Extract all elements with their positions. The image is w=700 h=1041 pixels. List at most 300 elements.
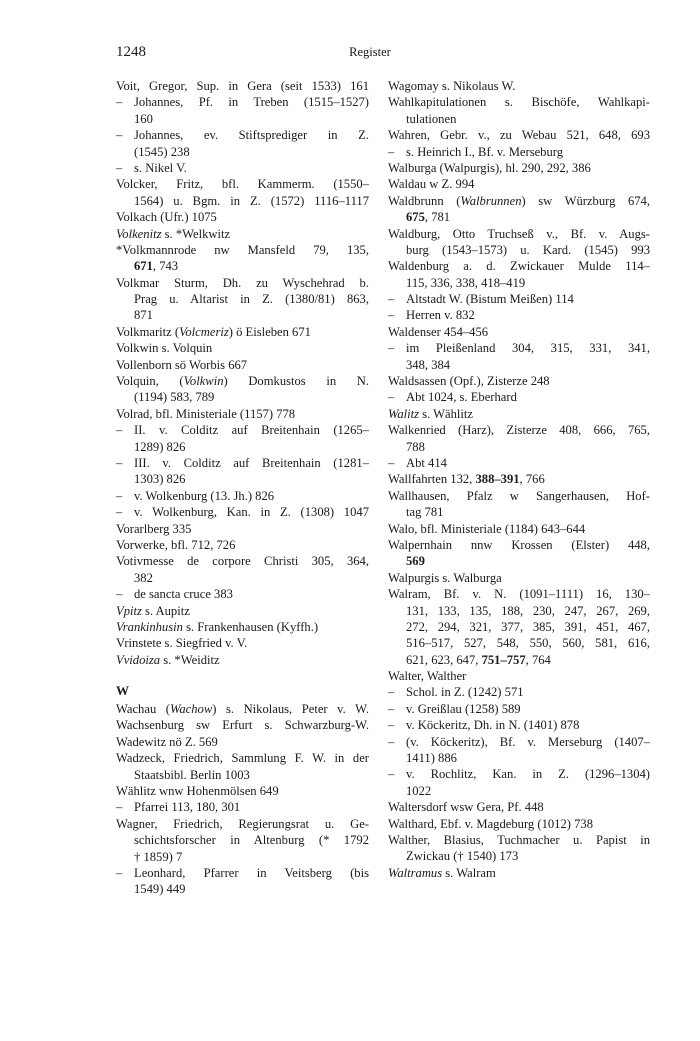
index-entry xyxy=(116,357,369,373)
entry-text: ) s. Nikolaus, Peter v. W. xyxy=(212,702,369,717)
entry-line xyxy=(388,176,650,192)
dash-marker: – xyxy=(388,341,395,356)
sub-entry-line xyxy=(388,766,650,782)
entry-text: Schol. in Z. (1242) 571 xyxy=(406,685,524,700)
entry-text: ) ö Eisleben 671 xyxy=(228,324,311,339)
index-entry xyxy=(388,537,650,570)
italic-text: Vvidoiza xyxy=(116,652,161,667)
index-entry xyxy=(388,307,650,323)
index-entry xyxy=(388,816,650,832)
entry-text: 1303) 826 xyxy=(134,472,186,487)
entry-text: , 743 xyxy=(152,259,179,274)
entry-text: Wallhausen, Pfalz w Sangerhausen, Hof- xyxy=(388,488,650,503)
entry-line xyxy=(116,553,369,569)
entry-line xyxy=(116,439,369,455)
index-entry xyxy=(388,471,650,487)
entry-text: *Volkmannrode nw Mansfeld 79, 135, xyxy=(116,242,369,257)
sub-entry-line xyxy=(116,422,369,438)
entry-text: v. Wolkenburg (13. Jh.) 826 xyxy=(134,488,275,503)
dash-marker: – xyxy=(116,160,123,175)
entry-line xyxy=(388,406,650,422)
entry-line xyxy=(388,570,650,586)
index-entry xyxy=(388,144,650,160)
entry-line xyxy=(116,881,369,897)
entry-text: Vorwerke, bfl. 712, 726 xyxy=(116,537,236,552)
index-entry xyxy=(116,406,369,422)
index-entry xyxy=(388,193,650,226)
entry-text: Waldenser 454–456 xyxy=(388,324,489,339)
sub-entry-line xyxy=(388,684,650,700)
entry-line xyxy=(388,521,650,537)
bold-page-ref: 569 xyxy=(406,554,425,569)
index-entry xyxy=(388,717,650,733)
index-entry xyxy=(116,865,369,898)
entry-text: Waldsassen (Opf.), Zisterze 248 xyxy=(388,374,550,389)
entry-line xyxy=(388,848,650,864)
dash-marker: – xyxy=(116,505,123,520)
sub-entry-line xyxy=(116,127,369,143)
entry-line xyxy=(116,291,369,307)
entry-line xyxy=(116,373,369,389)
entry-text: 1289) 826 xyxy=(134,439,186,454)
index-entry xyxy=(116,521,369,537)
entry-line xyxy=(116,734,369,750)
entry-text: , 764 xyxy=(525,652,551,667)
entry-text: (1545) 238 xyxy=(134,144,190,159)
italic-text: Wachow xyxy=(170,702,213,717)
entry-line xyxy=(388,635,650,651)
index-entry xyxy=(116,422,369,455)
entry-text: Johannes, Pf. in Treben (1515–1527) xyxy=(134,95,369,110)
index-entry xyxy=(388,668,650,684)
dash-marker: – xyxy=(388,144,395,159)
entry-text: Wahlkapitulationen s. Bischöfe, Wahlkapi- xyxy=(388,95,650,110)
index-entry xyxy=(388,832,650,865)
entry-text: 1564) u. Bgm. in Z. (1572) 1116–1117 xyxy=(134,193,369,208)
index-entry xyxy=(116,816,369,865)
entry-text: 131, 133, 135, 188, 230, 247, 267, 269, xyxy=(406,603,650,618)
entry-text: de sancta cruce 383 xyxy=(134,587,233,602)
entry-line xyxy=(388,193,650,209)
index-entry xyxy=(116,783,369,799)
italic-text: Volkenitz xyxy=(116,226,162,241)
sub-entry-line xyxy=(388,734,650,750)
entry-text: Walpurgis s. Walburga xyxy=(388,570,502,585)
entry-text: 1549) 449 xyxy=(134,882,186,897)
entry-text: II. v. Colditz auf Breitenhain (1265– xyxy=(134,423,369,438)
dash-marker: – xyxy=(116,865,123,880)
sub-entry-line xyxy=(388,701,650,717)
entry-text: Altstadt W. (Bistum Meißen) 114 xyxy=(406,292,574,307)
entry-line xyxy=(116,750,369,766)
entry-text: , 766 xyxy=(519,472,545,487)
entry-text: † 1859) 7 xyxy=(134,849,183,864)
entry-line xyxy=(116,635,369,651)
italic-text: Vrankinhusin xyxy=(116,619,183,634)
index-entry xyxy=(388,291,650,307)
entry-text: Waldbrunn ( xyxy=(388,193,461,208)
entry-text: Volkmaritz ( xyxy=(116,324,180,339)
index-entry xyxy=(116,537,369,553)
entry-text: Prag u. Altarist in Z. (1380/81) 863, xyxy=(134,292,369,307)
index-entry xyxy=(116,799,369,815)
index-entry xyxy=(388,226,650,259)
entry-text: Walburga (Walpurgis), hl. 290, 292, 386 xyxy=(388,160,591,175)
entry-text: Vorarlberg 335 xyxy=(116,521,192,536)
entry-text: v. Greißlau (1258) 589 xyxy=(406,701,521,716)
index-entry xyxy=(116,176,369,209)
sub-entry-line xyxy=(116,455,369,471)
index-entry xyxy=(388,521,650,537)
entry-text: Wachau ( xyxy=(116,702,170,717)
entry-line xyxy=(388,652,650,668)
running-head: Register xyxy=(349,45,391,59)
index-entry xyxy=(116,652,369,668)
index-entry xyxy=(116,127,369,160)
entry-text: Volrad, bfl. Ministeriale (1157) 778 xyxy=(116,406,296,421)
index-column-left xyxy=(116,78,369,898)
entry-text: 1411) 886 xyxy=(406,751,457,766)
entry-line xyxy=(388,226,650,242)
index-entry xyxy=(116,226,369,242)
entry-line xyxy=(116,389,369,405)
entry-text: Voit, Gregor, Sup. in Gera (seit 1533) 161 xyxy=(116,79,369,93)
dash-marker: – xyxy=(116,128,123,143)
entry-line xyxy=(116,783,369,799)
dash-marker: – xyxy=(116,95,123,110)
bold-page-ref: 388–391 xyxy=(475,472,520,487)
entry-text: Wadewitz nö Z. 569 xyxy=(116,734,218,749)
entry-text: tulationen xyxy=(406,111,457,126)
entry-line xyxy=(116,111,369,127)
dash-marker: – xyxy=(388,685,395,700)
entry-line xyxy=(388,471,650,487)
entry-line xyxy=(388,111,650,127)
index-entry xyxy=(388,160,650,176)
sub-entry-line xyxy=(388,389,650,405)
entry-line xyxy=(116,816,369,832)
entry-text: 115, 336, 338, 418–419 xyxy=(406,275,526,290)
index-entry xyxy=(116,160,369,176)
entry-line xyxy=(388,668,650,684)
entry-text: s. *Welkwitz xyxy=(161,226,231,241)
entry-line xyxy=(388,373,650,389)
index-entry xyxy=(116,504,369,520)
section-letter: W xyxy=(116,683,129,699)
entry-line xyxy=(116,652,369,668)
index-entry xyxy=(388,258,650,291)
bold-page-ref: 675 xyxy=(406,210,425,225)
entry-text: burg (1543–1573) u. Kard. (1545) 993 xyxy=(406,242,650,257)
entry-line xyxy=(388,78,650,94)
entry-text: schichtsforscher in Altenburg (* 1792 xyxy=(134,833,369,848)
index-entry xyxy=(116,324,369,340)
index-entry xyxy=(116,488,369,504)
entry-text: Leonhard, Pfarrer in Veitsberg (bis xyxy=(134,865,369,880)
sub-entry-line xyxy=(116,586,369,602)
dash-marker: – xyxy=(116,455,123,470)
index-entry xyxy=(388,734,650,767)
page-number: 1248 xyxy=(116,44,146,60)
entry-text: Wallfahrten 132, xyxy=(388,472,476,487)
sub-entry-line xyxy=(116,94,369,110)
entry-text: Waldau w Z. 994 xyxy=(388,177,475,192)
index-entry xyxy=(388,799,650,815)
index-entry xyxy=(116,750,369,783)
entry-line xyxy=(388,603,650,619)
entry-line xyxy=(388,816,650,832)
entry-text: ) Domkustos in N. xyxy=(223,374,369,389)
entry-line xyxy=(388,324,650,340)
sub-entry-line xyxy=(116,865,369,881)
index-entry xyxy=(388,324,650,340)
entry-line xyxy=(388,422,650,438)
index-entry xyxy=(388,455,650,471)
entry-line xyxy=(388,504,650,520)
entry-line xyxy=(116,537,369,553)
entry-line xyxy=(116,832,369,848)
entry-line xyxy=(388,242,650,258)
entry-text: Waldburg, Otto Truchseß v., Bf. v. Augs- xyxy=(388,226,650,241)
entry-line xyxy=(116,471,369,487)
entry-text: Walo, bfl. Ministeriale (1184) 643–644 xyxy=(388,521,586,536)
entry-text: s. *Weiditz xyxy=(160,652,220,667)
bold-page-ref: 671 xyxy=(134,259,153,274)
sub-entry-line xyxy=(116,504,369,520)
entry-line xyxy=(116,849,369,865)
entry-line xyxy=(388,209,650,225)
index-entry xyxy=(116,619,369,635)
entry-text: (v. Köckeritz), Bf. v. Merseburg (1407– xyxy=(406,734,650,749)
entry-text: 160 xyxy=(134,111,153,126)
index-entry xyxy=(116,603,369,619)
entry-line xyxy=(388,94,650,110)
entry-text: 382 xyxy=(134,570,153,585)
index-entry xyxy=(388,406,650,422)
entry-text: Herren v. 832 xyxy=(406,308,475,323)
entry-text: s. Wählitz xyxy=(419,406,474,421)
entry-line xyxy=(388,865,650,881)
dash-marker: – xyxy=(116,423,123,438)
entry-line xyxy=(116,767,369,783)
entry-text: Walkenried (Harz), Zisterze 408, 666, 765, xyxy=(388,423,650,438)
entry-line xyxy=(388,488,650,504)
entry-line xyxy=(388,832,650,848)
entry-text: Waltersdorf wsw Gera, Pf. 448 xyxy=(388,800,544,815)
bold-page-ref: 751–757 xyxy=(481,652,526,667)
entry-line xyxy=(116,570,369,586)
entry-line xyxy=(116,193,369,209)
entry-line xyxy=(116,603,369,619)
entry-text: 788 xyxy=(406,439,425,454)
entry-line xyxy=(116,340,369,356)
entry-text: Staatsbibl. Berlin 1003 xyxy=(134,767,250,782)
entry-text: Walther, Blasius, Tuchmacher u. Papist in xyxy=(388,832,650,847)
entry-text: 348, 384 xyxy=(406,357,451,372)
index-entry xyxy=(388,340,650,373)
italic-text: Volkwin xyxy=(183,374,224,389)
index-entry xyxy=(388,422,650,455)
entry-line xyxy=(116,78,369,94)
dash-marker: – xyxy=(116,800,123,815)
dash-marker: – xyxy=(388,292,395,307)
sub-entry-line xyxy=(388,291,650,307)
entry-line xyxy=(388,799,650,815)
index-entry xyxy=(116,553,369,586)
entry-text: III. v. Colditz auf Breitenhain (1281– xyxy=(134,455,369,470)
index-entry xyxy=(116,242,369,275)
entry-line xyxy=(388,537,650,553)
entry-line xyxy=(116,176,369,192)
entry-text: v. Wolkenburg, Kan. in Z. (1308) 1047 xyxy=(134,505,369,520)
sub-entry-line xyxy=(388,144,650,160)
entry-text: Volcker, Fritz, bfl. Kammerm. (1550– xyxy=(116,177,369,192)
index-entry xyxy=(116,586,369,602)
sub-entry-line xyxy=(116,488,369,504)
italic-text: Vpitz xyxy=(116,603,142,618)
index-entry xyxy=(388,766,650,799)
entry-line xyxy=(388,439,650,455)
sub-entry-line xyxy=(388,455,650,471)
index-entry xyxy=(388,176,650,192)
entry-line xyxy=(388,619,650,635)
entry-line xyxy=(388,275,650,291)
index-entry xyxy=(388,570,650,586)
index-entry xyxy=(116,275,369,324)
entry-text: Volquin, ( xyxy=(116,374,184,389)
entry-line xyxy=(388,258,650,274)
italic-text: Walitz xyxy=(388,406,420,421)
entry-text: Wachsenburg sw Erfurt s. Schwarzburg-W. xyxy=(116,718,369,733)
entry-text: Zwickau († 1540) 173 xyxy=(406,849,519,864)
entry-line xyxy=(116,275,369,291)
italic-text: Volcmeriz xyxy=(179,324,229,339)
entry-text: , 781 xyxy=(424,210,451,225)
sub-entry-line xyxy=(388,717,650,733)
entry-text: s. Heinrich I., Bf. v. Merseburg xyxy=(406,144,564,159)
entry-text: Volkmar Sturm, Dh. zu Wyschehrad b. xyxy=(116,275,369,290)
index-entry xyxy=(388,684,650,700)
italic-text: Waltramus xyxy=(388,865,443,880)
entry-text: ) sw Würzburg 674, xyxy=(521,193,650,208)
entry-text: Wahren, Gebr. v., zu Webau 521, 648, 693 xyxy=(388,128,650,143)
entry-text: Vrinstete s. Siegfried v. V. xyxy=(116,636,248,651)
dash-marker: – xyxy=(388,455,395,470)
entry-line xyxy=(116,406,369,422)
entry-line xyxy=(116,717,369,733)
dash-marker: – xyxy=(116,587,123,602)
entry-text: Walthard, Ebf. v. Magdeburg (1012) 738 xyxy=(388,816,593,831)
entry-text: Wagner, Friedrich, Regierungsrat u. Ge- xyxy=(116,816,369,831)
entry-text: 621, 623, 647, xyxy=(406,652,482,667)
index-entry xyxy=(388,488,650,521)
index-entry xyxy=(116,635,369,651)
entry-text: Pfarrei 113, 180, 301 xyxy=(134,800,241,815)
entry-line xyxy=(116,242,369,258)
entry-text: Volkach (Ufr.) 1075 xyxy=(116,210,217,225)
index-column-right xyxy=(388,78,650,881)
index-entry xyxy=(116,340,369,356)
dash-marker: – xyxy=(388,308,395,323)
entry-line xyxy=(388,127,650,143)
entry-line xyxy=(388,553,650,569)
entry-text: 516–517, 527, 548, 550, 560, 581, 616, xyxy=(406,636,650,651)
entry-line xyxy=(116,258,369,274)
entry-text: (1194) 583, 789 xyxy=(134,390,215,405)
entry-line xyxy=(116,357,369,373)
entry-text: v. Köckeritz, Dh. in N. (1401) 878 xyxy=(406,718,580,733)
entry-text: 871 xyxy=(134,308,153,323)
entry-text: Abt 1024, s. Eberhard xyxy=(406,390,517,405)
entry-text: Votivmesse de corpore Christi 305, 364, xyxy=(116,554,369,569)
dash-marker: – xyxy=(388,701,395,716)
sub-entry-line xyxy=(116,799,369,815)
dash-marker: – xyxy=(388,767,395,782)
entry-line xyxy=(116,619,369,635)
index-entry xyxy=(388,373,650,389)
dash-marker: – xyxy=(388,734,395,749)
italic-text: Walbrunnen xyxy=(460,193,522,208)
entry-text: Vollenborn sö Worbis 667 xyxy=(116,357,248,372)
entry-line xyxy=(116,209,369,225)
entry-line xyxy=(116,521,369,537)
entry-text: 1022 xyxy=(406,783,432,798)
index-entry xyxy=(388,94,650,127)
entry-text: Johannes, ev. Stiftsprediger in Z. xyxy=(134,128,369,143)
index-entry xyxy=(388,586,650,668)
index-entry xyxy=(388,78,650,94)
entry-text: Wagomay s. Nikolaus W. xyxy=(388,79,516,93)
sub-entry-line xyxy=(388,307,650,323)
entry-text: Waldenburg a. d. Zwickauer Mulde 114– xyxy=(388,259,650,274)
entry-text: Wählitz wnw Hohenmölsen 649 xyxy=(116,784,279,799)
index-entry xyxy=(388,127,650,143)
index-entry xyxy=(388,389,650,405)
entry-text: im Pleißenland 304, 315, 331, 341, xyxy=(406,341,650,356)
entry-line xyxy=(388,586,650,602)
dash-marker: – xyxy=(388,718,395,733)
entry-text: s. Aupitz xyxy=(141,603,190,618)
index-entry xyxy=(116,717,369,733)
sub-entry-line xyxy=(388,340,650,356)
index-entry xyxy=(116,209,369,225)
entry-text: Walpernhain nnw Krossen (Elster) 448, xyxy=(388,537,650,552)
entry-line xyxy=(116,144,369,160)
entry-line xyxy=(388,750,650,766)
index-entry xyxy=(116,373,369,406)
entry-line xyxy=(388,160,650,176)
entry-text: tag 781 xyxy=(406,505,444,520)
entry-text: s. Frankenhausen (Kyffh.) xyxy=(182,619,319,634)
index-entry xyxy=(116,701,369,717)
entry-text: 272, 294, 321, 377, 385, 391, 451, 467, xyxy=(406,619,650,634)
index-entry xyxy=(116,734,369,750)
entry-line xyxy=(388,357,650,373)
index-entry xyxy=(116,78,369,127)
entry-line xyxy=(388,783,650,799)
entry-text: Wadzeck, Friedrich, Sammlung F. W. in der xyxy=(116,751,369,766)
entry-text: v. Rochlitz, Kan. in Z. (1296–1304) xyxy=(406,767,650,782)
entry-text: Volkwin s. Volquin xyxy=(116,341,213,356)
entry-text: Abt 414 xyxy=(406,455,447,470)
entry-line xyxy=(116,307,369,323)
entry-line xyxy=(116,324,369,340)
entry-text: Walram, Bf. v. N. (1091–1111) 16, 130– xyxy=(388,587,650,602)
entry-text: Walter, Walther xyxy=(388,669,467,684)
index-entry xyxy=(388,865,650,881)
entry-text: s. Walram xyxy=(442,865,496,880)
entry-line xyxy=(116,701,369,717)
